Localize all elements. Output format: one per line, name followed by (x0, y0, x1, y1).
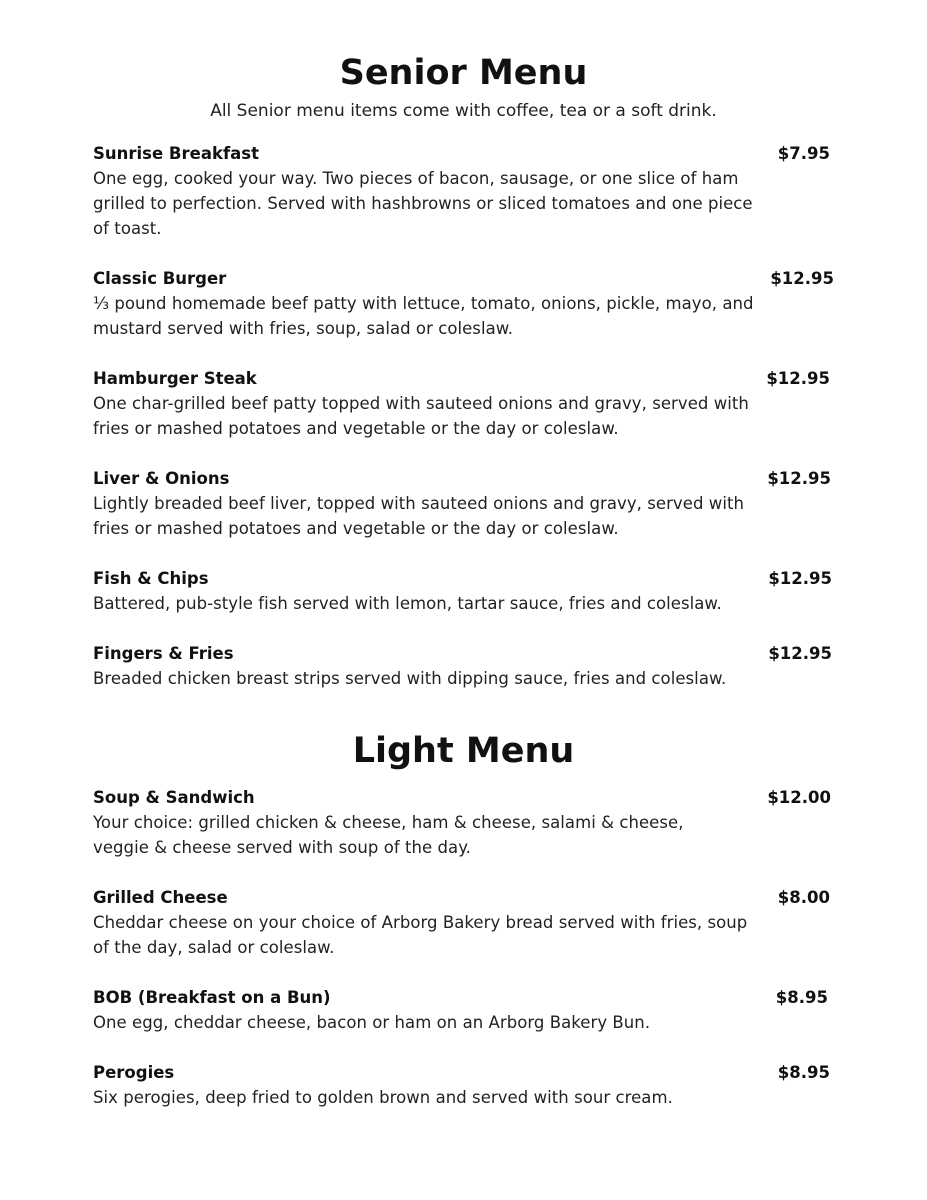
light-menu-title: Light Menu (352, 731, 575, 771)
item-price: $8.95 (777, 1063, 830, 1082)
menu-item-liver-onions (93, 466, 838, 541)
item-price: $12.95 (770, 269, 834, 288)
item-name: Perogies (93, 1063, 175, 1082)
item-name: Grilled Cheese (93, 888, 228, 907)
item-name: Fingers & Fries (93, 644, 234, 663)
item-description: Breaded chicken breast strips served with dipping sauce, fries and coleslaw. (93, 669, 727, 688)
item-price: $12.95 (767, 469, 831, 488)
senior-menu-title: Senior Menu (339, 53, 588, 93)
item-price: $8.95 (775, 988, 828, 1007)
item-description: Cheddar cheese on your choice of Arborg Bakery bread served with fries, soup of the day, salad or coleslaw. (93, 913, 748, 957)
item-description: One egg, cheddar cheese, bacon or ham on an Arborg Bakery Bun. (93, 1013, 651, 1032)
item-price: $12.00 (767, 788, 831, 807)
menu-item-sunrise-breakfast (93, 141, 838, 241)
menu-item-grilled-cheese (93, 885, 838, 960)
item-name: Sunrise Breakfast (93, 144, 259, 163)
item-name: Classic Burger (93, 269, 227, 288)
item-price: $7.95 (777, 144, 830, 163)
item-name: BOB (Breakfast on a Bun) (93, 988, 331, 1007)
menu-item-fingers-fries (93, 641, 838, 691)
menu-item-bob (93, 985, 838, 1035)
item-price: $8.00 (777, 888, 830, 907)
item-description: Six perogies, deep fried to golden brown and served with sour cream. (93, 1088, 673, 1107)
menu-item-hamburger-steak (93, 366, 838, 441)
item-description: Lightly breaded beef liver, topped with sauteed onions and gravy, served with fries or mashed potatoes and vegetable or the day or coleslaw. (93, 494, 744, 538)
item-price: $12.95 (768, 569, 832, 588)
item-description: One char-grilled beef patty topped with sauteed onions and gravy, served with fries or mashed potatoes and vegetable or the day or coleslaw. (93, 394, 749, 438)
item-price: $12.95 (766, 369, 830, 388)
item-description: One egg, cooked your way. Two pieces of bacon, sausage, or one slice of ham grilled to perfection. Served with hashbrowns or sliced tomatoes and one piece of toast. (93, 169, 753, 238)
menu-item-fish-chips (93, 566, 838, 616)
item-name: Soup & Sandwich (93, 788, 255, 807)
item-name: Fish & Chips (93, 569, 209, 588)
menu-item-perogies (93, 1060, 838, 1110)
item-description: Your choice: grilled chicken & cheese, ham & cheese, salami & cheese, veggie & cheese served with soup of the day. (93, 813, 684, 857)
item-description: ⅓ pound homemade beef patty with lettuce, tomato, onions, pickle, mayo, and mustard served with fries, soup, salad or coleslaw. (93, 294, 754, 338)
item-price: $12.95 (768, 644, 832, 663)
item-name: Liver & Onions (93, 469, 230, 488)
item-description: Battered, pub-style fish served with lemon, tartar sauce, fries and coleslaw. (93, 594, 722, 613)
item-name: Hamburger Steak (93, 369, 257, 388)
menu-item-classic-burger (93, 266, 838, 341)
menu-item-soup-sandwich (93, 785, 838, 860)
senior-menu-subtitle: All Senior menu items come with coffee, tea or a soft drink. (210, 101, 717, 121)
